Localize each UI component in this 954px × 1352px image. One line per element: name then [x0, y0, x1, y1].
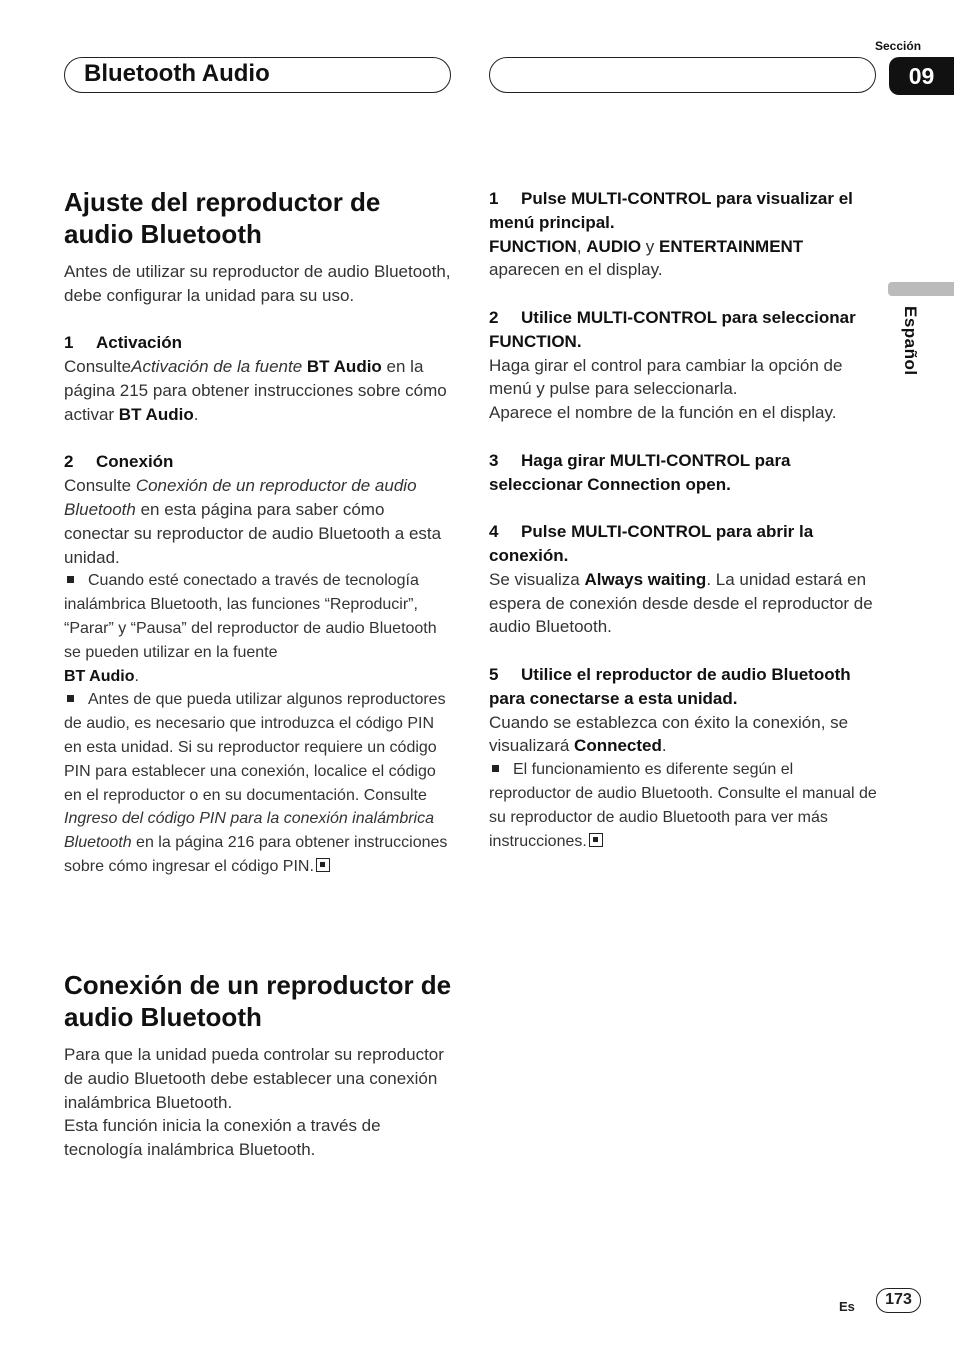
step-3-title: 3 Haga girar MULTI-CONTROL para seleccionar Connection open. — [489, 450, 791, 494]
footer-language-code: Es — [839, 1299, 855, 1314]
step-activation-title: 1 Activación — [64, 333, 182, 353]
language-label: Español — [901, 306, 920, 376]
step-1-title: 1 Pulse MULTI-CONTROL para visualizar el menú principal. — [489, 189, 853, 232]
right-column — [489, 187, 877, 853]
connection-para-1: Para que la unidad pueda controlar su reproductor de audio Bluetooth debe establecer una conexión inalámbrica Bluetooth. — [64, 1045, 444, 1112]
step-5-body: Cuando se establezca con éxito la conexión, se visualizará Connected. — [489, 712, 849, 756]
connection-para-2: Esta función inicia la conexión a través de tecnología inalámbrica Bluetooth. — [64, 1116, 381, 1160]
end-mark-icon — [589, 833, 603, 847]
header-right-pill — [489, 57, 876, 93]
step-2-title: 2 Utilice MULTI-CONTROL para seleccionar FUNCTION. — [489, 307, 856, 351]
step-2-body-2: Aparece el nombre de la función en el display. — [489, 403, 837, 423]
note-pin-code: Antes de que pueda utilizar algunos reproductores de audio, es necesario que introduzca el código PIN en esta unidad. Si su reproductor requiere un código PIN para establecer una conexión, localice el código en el reproductor o en su documentación. Consulte Ingreso del código PIN para la conexión inalámbrica Bluetooth en la página 216 para obtener instrucciones sobre cómo ingresar el código PIN. — [64, 691, 448, 875]
bullet-icon — [67, 576, 74, 583]
section-number: 09 — [889, 57, 954, 95]
note-player-differences: El funcionamiento es diferente según el reproductor de audio Bluetooth. Consulte el manual de su reproductor de audio Bluetooth para ver más instrucciones. — [489, 761, 877, 850]
bullet-icon — [492, 765, 499, 772]
step-connection-title: 2 Conexión — [64, 452, 174, 472]
page-number: 173 — [876, 1288, 921, 1313]
step-4-body: Se visualiza Always waiting. La unidad estará en espera de conexión desde desde el reproductor de audio Bluetooth. — [489, 569, 873, 637]
step-2-body-1: Haga girar el control para cambiar la opción de menú y pulse para seleccionarla. — [489, 355, 843, 399]
end-mark-icon — [316, 858, 330, 872]
setup-intro: Antes de utilizar su reproductor de audio Bluetooth, debe configurar la unidad para su uso. — [64, 262, 451, 305]
step-5-title: 5 Utilice el reproductor de audio Bluetooth para conectarse a esta unidad. — [489, 664, 851, 708]
step-connection-body: Consulte Conexión de un reproductor de audio Bluetooth en esta página para saber cómo conectar su reproductor de audio Bluetooth a esta unidad. — [64, 476, 442, 567]
step-1-body: FUNCTION, AUDIO y ENTERTAINMENT aparecen en el display. — [489, 236, 804, 280]
left-column — [64, 186, 454, 879]
language-tab — [888, 282, 954, 296]
section-label: Sección — [875, 39, 922, 53]
left-column-section2 — [64, 969, 454, 1162]
note-bt-functions: Cuando esté conectado a través de tecnología inalámbrica Bluetooth, las funciones “Reproducir”, “Parar” y “Pausa” del reproductor de audio Bluetooth se pueden utilizar en la fuente BT Audio. — [64, 572, 437, 685]
section-heading-setup: Ajuste del reproductor de audio Bluetooth — [64, 187, 381, 249]
bullet-icon — [67, 695, 74, 702]
section-heading-connection: Conexión de un reproductor de audio Bluetooth — [64, 970, 452, 1032]
step-4-title: 4 Pulse MULTI-CONTROL para abrir la conexión. — [489, 522, 814, 565]
header-title: Bluetooth Audio — [84, 60, 270, 87]
step-activation-body: ConsulteActivación de la fuente BT Audio en la página 215 para obtener instrucciones sobre cómo activar BT Audio. — [64, 357, 447, 424]
